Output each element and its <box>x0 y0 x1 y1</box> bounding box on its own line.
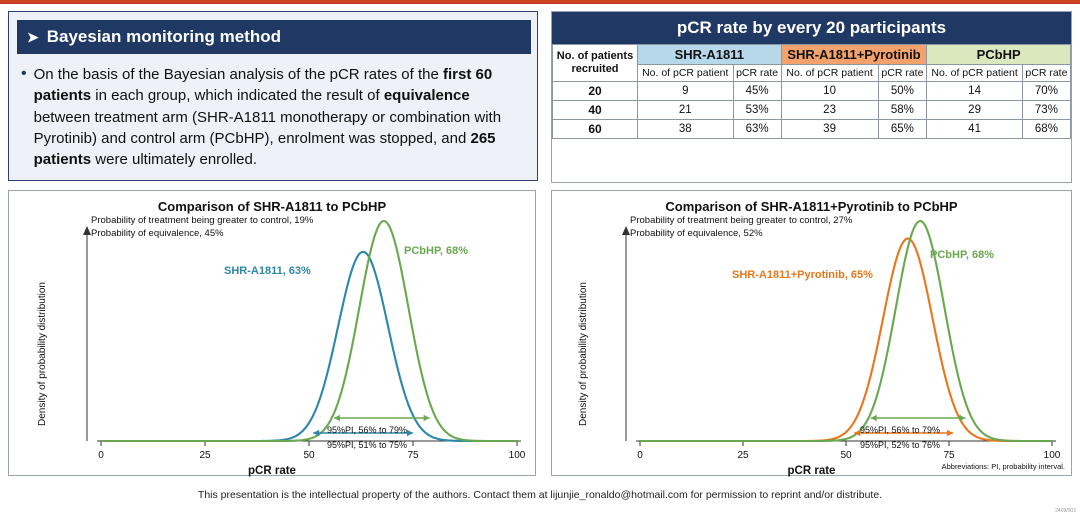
y-axis-label: Density of probability distribution <box>37 282 48 426</box>
y-axis-label: Density of probability distribution <box>578 282 589 426</box>
table-row-0-cell-0: 9 <box>638 82 734 101</box>
svg-text:50: 50 <box>303 450 315 461</box>
svg-text:75: 75 <box>943 450 955 461</box>
chart-shr-vs-pcbhp <box>8 190 536 476</box>
density-curve-0 <box>101 252 517 441</box>
table-row-2-recruited: 60 <box>553 120 638 139</box>
table-group-header-row <box>553 45 1071 65</box>
series-label-0: SHR-A1811, 63% <box>224 265 311 277</box>
svg-text:100: 100 <box>508 450 526 461</box>
bullet-dot-icon: • <box>21 65 27 82</box>
table-group-header-pcbhp: PCbHP <box>927 45 1071 65</box>
table-group-header-shr-pyro: SHR-A1811+Pyrotinib <box>781 45 927 65</box>
table-row <box>553 120 1071 139</box>
table-row-1-cell-0: 21 <box>638 101 734 120</box>
series-label-0: SHR-A1811+Pyrotinib, 65% <box>732 269 873 281</box>
chart-annotations <box>91 215 313 241</box>
svg-text:0: 0 <box>98 450 104 461</box>
svg-text:25: 25 <box>737 450 749 461</box>
table-row-0-cell-5: 70% <box>1022 82 1070 101</box>
table-row-2-cell-5: 68% <box>1022 120 1070 139</box>
method-body-part-1: first 60 patients <box>33 66 493 105</box>
table-row-0-recruited: 20 <box>553 82 638 101</box>
table-title: pCR rate by every 20 participants <box>552 12 1071 44</box>
chart-annotation-0: Probability of treatment being greater to control, 27% <box>630 215 853 226</box>
top-accent-bar <box>0 0 1080 4</box>
pi-label-1: 95%PI, 56% to 79% <box>860 425 941 435</box>
method-body-part-4: between treatment arm (SHR-A1811 monotherapy or combination with Pyrotinib) and control arm (PCbHP), enrolment was stopped, and <box>33 108 502 147</box>
bayesian-method-panel <box>8 11 538 181</box>
table-row-1-cell-1: 53% <box>733 101 781 120</box>
table-group-header-shr: SHR-A1811 <box>638 45 782 65</box>
pcr-rate-table-panel <box>551 11 1072 183</box>
table-row-1-cell-3: 58% <box>878 101 927 120</box>
footer-note: This presentation is the intellectual property of the authors. Contact them at lijunjie_ronaldo@hotmail.com for permission to reprint and/or distribute. <box>197 489 883 501</box>
table-row <box>553 101 1071 120</box>
svg-text:0: 0 <box>637 450 643 461</box>
x-axis-label: pCR rate <box>248 465 296 477</box>
table-subheader-5: pCR rate <box>1022 65 1070 82</box>
method-body-part-5: 265 patients <box>33 129 496 169</box>
table-row-2-cell-2: 39 <box>781 120 878 139</box>
table-subheader-3: pCR rate <box>878 65 927 82</box>
chart-annotation-1: Probability of equivalence, 52% <box>630 227 763 239</box>
table-subheader-1: pCR rate <box>733 65 781 82</box>
table-row-2-cell-1: 63% <box>733 120 781 139</box>
pi-label-0: 95%PI, 52% to 76% <box>860 440 941 450</box>
table-row-1-cell-4: 29 <box>927 101 1023 120</box>
table-row-1-cell-2: 23 <box>781 101 878 120</box>
chart-annotations <box>630 215 852 241</box>
method-body-part-0: On the basis of the Bayesian analysis of the pCR rates of the <box>33 66 444 83</box>
pi-label-1: 95%PI, 56% to 79% <box>327 425 408 435</box>
chart-shr-pyro-vs-pcbhp <box>551 190 1072 476</box>
table-subheader-0: No. of pCR patient <box>638 65 734 82</box>
table-first-col-header: No. of patients recruited <box>553 45 638 82</box>
method-body-text <box>34 64 529 170</box>
triangle-right-icon: ➤ <box>27 28 39 45</box>
table-row-0-cell-2: 10 <box>781 82 878 101</box>
chart-left-title: Comparison of SHR-A1811 to PCbHP <box>157 199 387 214</box>
x-axis-label: pCR rate <box>787 465 836 477</box>
svg-text:25: 25 <box>199 450 211 461</box>
series-label-1: PCbHP, 68% <box>930 249 994 261</box>
pi-label-0: 95%PI, 51% to 75% <box>327 440 408 450</box>
table-row-2-cell-4: 41 <box>927 120 1023 139</box>
svg-text:75: 75 <box>407 450 419 461</box>
method-body-part-3: equivalence <box>383 87 470 105</box>
method-title <box>17 20 531 54</box>
table-row <box>553 82 1071 101</box>
table-body <box>553 82 1071 139</box>
table-row-1-cell-5: 73% <box>1022 101 1070 120</box>
series-label-1: PCbHP, 68% <box>404 245 468 257</box>
chart-right-title: Comparison of SHR-A1811+Pyrotinib to PCbHP <box>665 199 958 214</box>
table-row-2-cell-0: 38 <box>638 120 734 139</box>
table-row-2-cell-3: 65% <box>878 120 927 139</box>
chart-annotation-0: Probability of treatment being greater to control, 19% <box>91 215 314 226</box>
table-row-1-recruited: 40 <box>553 101 638 120</box>
corner-code: 2409/002 <box>1055 508 1076 514</box>
method-body <box>21 64 529 170</box>
table-row-0-cell-3: 50% <box>878 82 927 101</box>
table-row-0-cell-4: 14 <box>927 82 1023 101</box>
table-subheader-2: No. of pCR patient <box>781 65 878 82</box>
method-body-part-6: were ultimately enrolled. <box>91 151 258 169</box>
table-row-0-cell-1: 45% <box>733 82 781 101</box>
svg-text:50: 50 <box>840 450 852 461</box>
chart-annotation-1: Probability of equivalence, 45% <box>91 227 224 239</box>
method-body-part-2: in each group, which indicated the result of <box>91 87 384 105</box>
pcr-rate-table <box>552 44 1071 139</box>
abbreviations-note: Abbreviations: PI, probability interval. <box>941 462 1065 471</box>
svg-text:100: 100 <box>1043 450 1061 461</box>
method-title-text: Bayesian monitoring method <box>46 27 281 46</box>
table-subheader-4: No. of pCR patient <box>927 65 1023 82</box>
